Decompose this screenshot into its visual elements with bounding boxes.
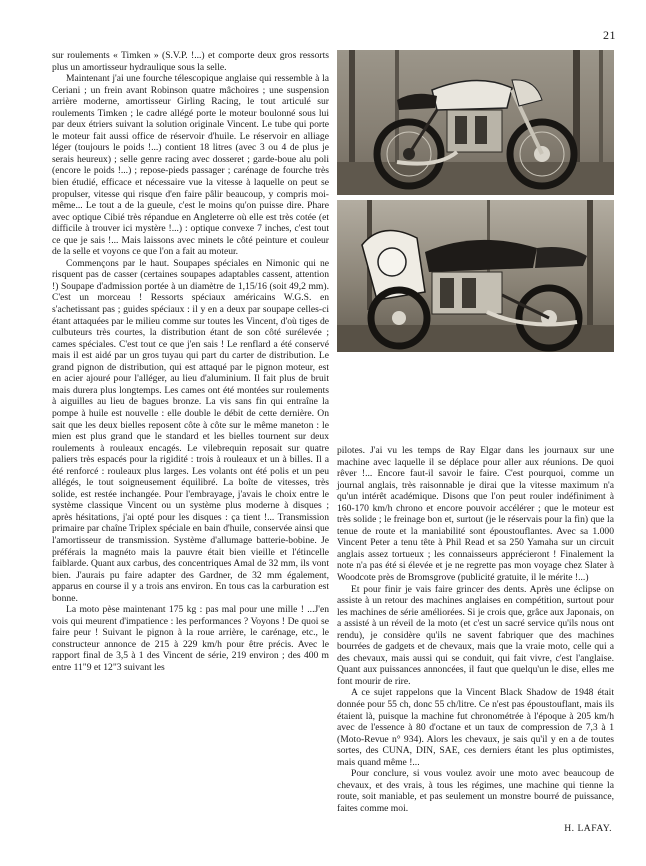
paragraph: Pour conclure, si vous voulez avoir une moto avec beaucoup de chevaux, et des vrais, à tous les régimes, une machine qui tienne la route, soit maniable, et pas seulement un monstre bourré de puissance, faites comme moi.	[337, 768, 614, 814]
motorcycle-photo-top	[337, 50, 614, 195]
page-number: 21	[603, 28, 616, 42]
paragraph: Commençons par le haut. Soupapes spéciales en Nimonic qui ne risquent pas de casser (certaines soupapes adaptables cassent, attention !) Soupape d'admission portée à un diamètre de 1,15/16 (soit 49,2 mm). C'est un morceau ! Ressorts spéciaux américains W.G.S. en s'achetissant pas ; guides spéciaux : il y en a deux par soupape celles-ci étant attaquées par le milieu comme sur toutes les Vincent, d'où tiges de culbuteurs très courtes, la distribution étant de son côté surélevée ; cames spéciales. C'est tout ce que j'en sais ! Le renflard a été conservé mais il est aidé par un gros tuyau qui part du carter de distribution. Le grand pignon de distribution, qui est attaqué par le pignon moteur, est en acier ajouré pour l'alléger, au lieu d'aluminium. Il fait plus de bruit mais durera plus longtemps. Les cames ont été montées sur roulements à aiguilles au lieu de bagues bronze. La vis sans fin qui entraîne la pompe à huile est nouvelle : elle double le débit de cette dernière. On sait que les deux bielles reposent côte à côte sur le même maneton : le mien est plus grand que le standard et les bielles tournent sur deux roulements à rouleaux encagés. Le vilebrequin reposait sur quatre paliers très espacés pour la rigidité : trois à rouleaux et un à billes. Il a été renforcé : rouleaux plus larges. Les volants ont été polis et un peu allégés, le tout soigneusement équilibré. La boîte de vitesses, très solide, est restée inchangée. Pour l'embrayage, j'avais le choix entre le système classique Vincent ou un système plus moderne à disques ; après hésitations, j'ai opté pour les disques : ça tient !... Transmission primaire par chaîne Triplex spéciale en bain d'huile, conservée ainsi que l'amortisseur de transmission. Système d'allumage batterie-bobine. Je préférais la magnéto mais la pauvre était bien vieille et l'étincelle faiblarde. Quant aux carbus, des concentriques Amal de 32 mm, ils vont bien. J'aurais pu faire adapter des Gardner, de 32 mm également, apparus en course il y a trois ans environ. En tous cas la carburation est bonne.	[52, 257, 329, 604]
paragraph: sur roulements « Timken » (S.V.P. !...) et comporte deux gros ressorts plus un amortisseur hydraulique sous la selle.	[52, 50, 329, 73]
motorcycle-photo-bottom	[337, 200, 614, 352]
left-text-column	[52, 50, 329, 674]
paragraph: pilotes. J'ai vu les temps de Ray Elgar dans les journaux sur une machine avec laquelle il se déplace pour aller aux réunions. De quoi rêver !... Encore faut-il savoir le faire. C'est pourquoi, comme un journal anglais, très raisonnable je dirai que la vitesse maximum n'a qu'un intérêt académique. Disons que l'on peut rouler indéfiniment à 160-170 km/h chrono et encore pouvoir accélérer ; que le moteur est très solide ; le freinage bon et, surtout (je le réservais pour la fin) que la tenue de route et la maniabilité sont époustouflantes. Avec sa 1.000 Vincent Peter a tenu tête à Phil Read et sa 250 Yamaha sur un circuit anglais assez tortueux ; les connaisseurs apprécieront ! Finalement la note n'a pas été si élevée et je ne regrette pas mon voyage chez Slater à Woodcote près de Bromsgrove (publicité gratuite, il le mérite !...)	[337, 445, 614, 584]
paragraph: Et pour finir je vais faire grincer des dents. Après une éclipse on assiste à un retour des machines anglaises en compétition, surtout pour les machines de série améliorées. Si je crois que, grâce aux Japonais, on a assisté à un réveil de la moto (et c'est un sacré service qu'ils nous ont rendu), je considère qu'ils ne savent fabriquer que des machines bourrées de gadgets et de chevaux, mais que la vraie moto, celle qui a des chevaux, mais aussi qui se conduit, qui fait vivre, c'est l'anglaise. Quant aux puissances annoncées, il faut que quelqu'un le dise, elles me font mourir de rire.	[337, 583, 614, 687]
paragraph: La moto pèse maintenant 175 kg : pas mal pour une mille ! ...J'en vois qui meurent d'impatience : les performances ? Voyons ! De quoi se faire peur ! Suivant le pignon à la roue arrière, le carénage, etc., le constructeur annonce de 215 à 229 km/h pour être précis. Avec le rapport final de 3,5 à 1 des Vincent de série, 219 environ ; des 400 m entre 11"9 et 12"3 suivant les	[52, 604, 329, 673]
paragraph: A ce sujet rappelons que la Vincent Black Shadow de 1948 était donnée pour 55 ch, donc 55 ch/litre. Ce n'est pas époustouflant, mais ils étaient là, puisque la machine fut chronométrée à l'époque à 205 km/h avec de l'essence à 80 d'octane et un taux de compression de 7,3 à 1 (Moto-Revue n° 934). Alors les chevaux, je sais qu'il y en a de toutes sortes, des CUNA, DIN, SAE, ces derniers étant les plus optimistes, mais quand même !...	[337, 687, 614, 768]
right-text-column	[337, 445, 614, 834]
author-signature: H. LAFAY.	[564, 822, 612, 834]
paragraph: Maintenant j'ai une fourche télescopique anglaise qui ressemble à la Ceriani ; un frein avant Robinson quatre mâchoires ; une suspension arrière moderne, amortisseur Girling Racing, le tout articulé sur roulements Timken ; le cadre allégé porte le moteur boulonné sous lui par deux étriers suivant la solution originale Vincent. Le tube qui porte le moteur fait aussi office de réservoir d'huile. Le réservoir en alliage léger (toujours le poids !...) contient 18 litres (avec 3 ou 4 de plus je serais heureux) ; selle genre racing avec dosseret ; garde-boue alu poli (encore le poids !...) ; repose-pieds passager ; carénage de fourche très bien étudié, efficace et nécessaire vue la vitesse à laquelle on peut se propulser, vitesse qui risque d'en faire pâlir beaucoup, y compris moi-même... Le tout a de la gueule, c'est le moins qu'on puisse dire. Phare avec optique Cibié très répandue en Angleterre où elle est très cotée (et difficile à trouver ici mystère !...) : optique convexe 7 inches, c'est tout ce que je sais !... Mais laissons avec minets le côté peinture et couleur de la selle et voyons ce que l'on a fait au moteur.	[52, 73, 329, 258]
